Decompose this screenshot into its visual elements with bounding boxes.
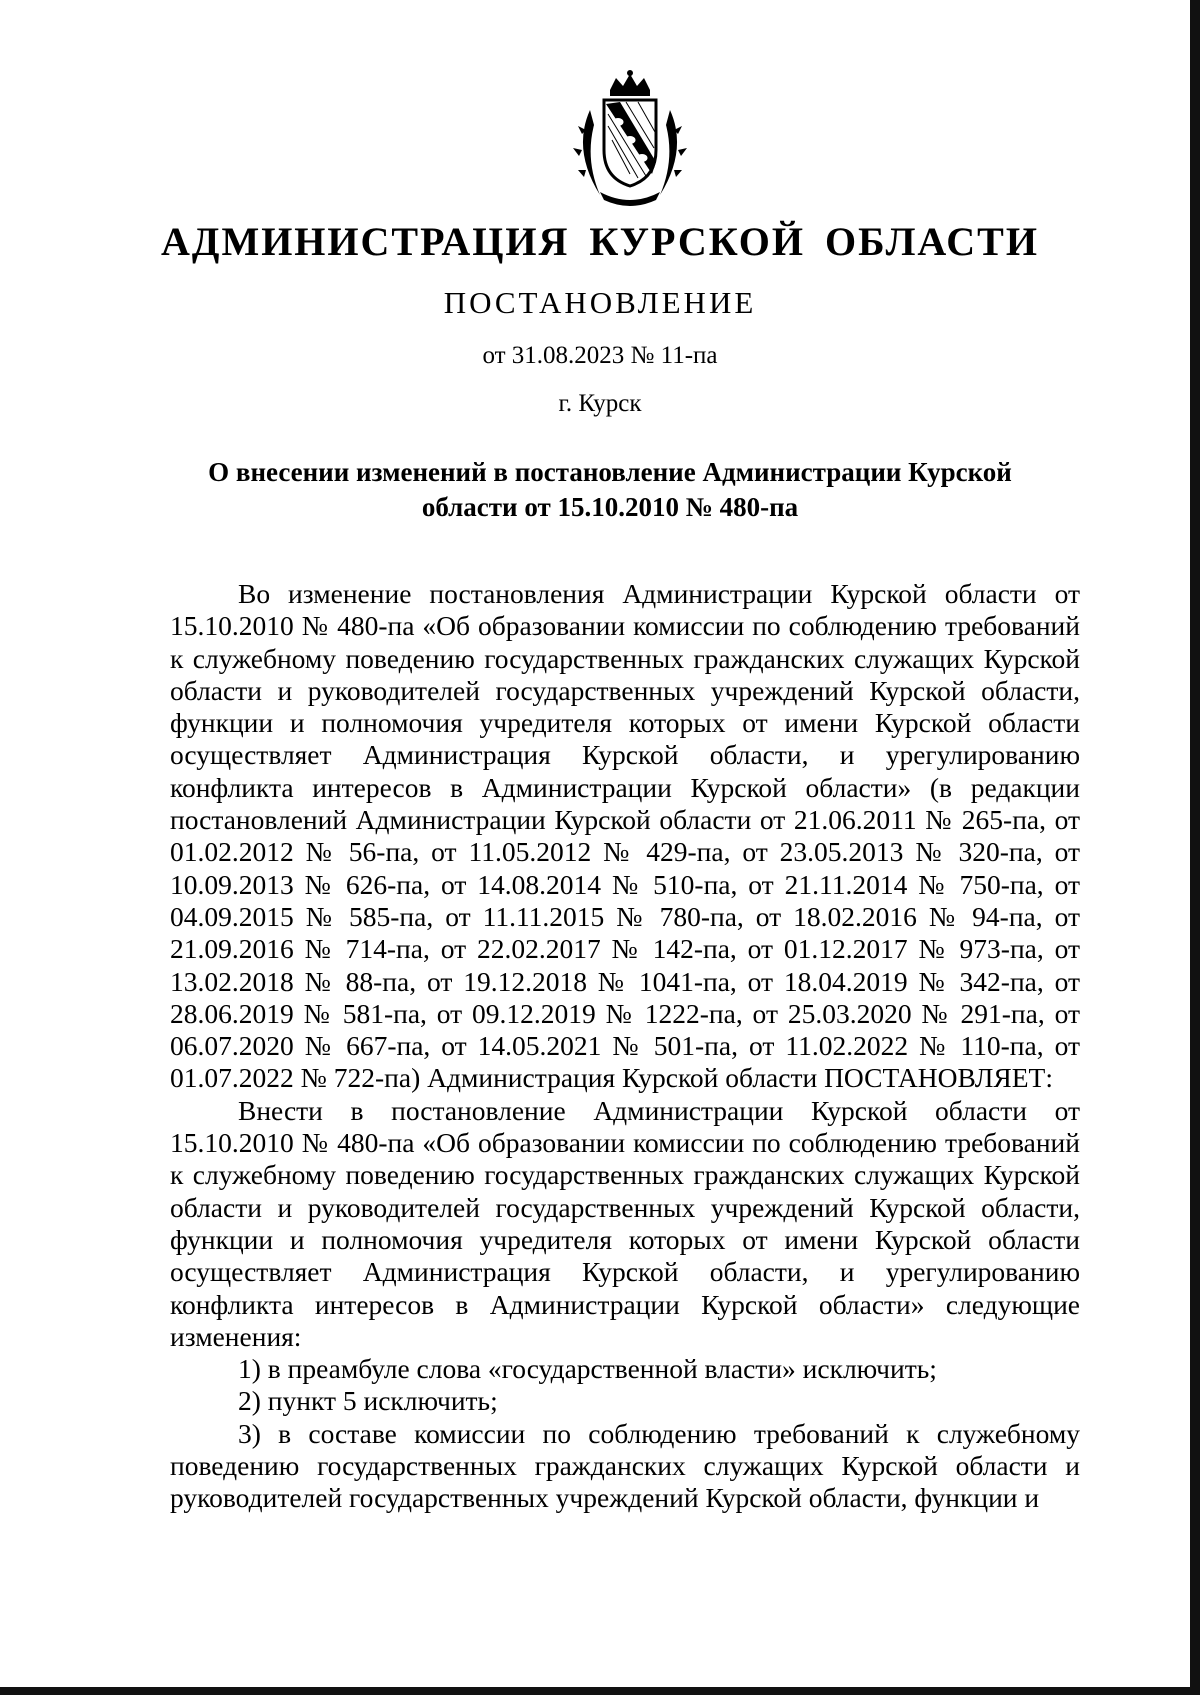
document-city: г. Курск <box>558 390 642 417</box>
body-paragraph: 2) пункт 5 исключить; <box>238 1385 498 1417</box>
scan-border-bottom <box>0 1687 1200 1695</box>
body-paragraph: Во изменение постановления Администрации Курской области от 15.10.2010 № 480-па «Об образовании комиссии по соблюдению требований к служебному поведению государственных гражданских служащих Курской области и руководителей государственных учреждений Курской области, функции и полномочия учредителя которых от имени Курской области осуществляет Администрация Курской области, и урегулированию конфликта интересов в Администрации Курской области» (в редакции постановлений Администрации Курской области от 21.06.2011 № 265-па, от 01.02.2012 № 56-па, от 11.05.2012 № 429-па, от 23.05.2013 № 320-па, от 10.09.2013 № 626-па, от 14.08.2014 № 510-па, от 21.11.2014 № 750-па, от 04.09.2015 № 585-па, от 11.11.2015 № 780-па, от 18.02.2016 № 94-па, от 21.09.2016 № 714-па, от 22.02.2017 № 142-па, от 01.12.2017 № 973-па, от 13.02.2018 № 88-па, от 19.12.2018 № 1041-па, от 18.04.2019 № 342-па, от 28.06.2019 № 581-па, от 09.12.2019 № 1222-па, от 25.03.2020 № 291-па, от 06.07.2020 № 667-па, от 14.05.2021 № 501-па, от 11.02.2022 № 110-па, от 01.07.2022 № 722-па) Администрация Курской области ПОСТАНОВЛЯЕТ: <box>170 578 1080 1094</box>
document-body <box>170 578 1080 1515</box>
document-date-number: от 31.08.2023 № 11-па <box>482 342 718 369</box>
document-title-line: О внесении изменений в постановление Администрации Курской <box>208 457 1012 487</box>
document-title-line: области от 15.10.2010 № 480-па <box>421 492 799 522</box>
body-paragraph: Внести в постановление Администрации Курской области от 15.10.2010 № 480-па «Об образовании комиссии по соблюдению требований к служебному поведению государственных гражданских служащих Курской области и руководителей государственных учреждений Курской области, функции и полномочия учредителя которых от имени Курской области осуществляет Администрация Курской области, и урегулированию конфликта интересов в Администрации Курской области» следующие изменения: <box>170 1094 1080 1352</box>
kursk-coat-of-arms-icon <box>560 70 700 210</box>
document-type: ПОСТАНОВЛЕНИЕ <box>443 285 757 320</box>
document-title <box>160 455 1060 525</box>
body-paragraph: 1) в преамбуле слова «государственной власти» исключить; <box>238 1353 937 1385</box>
body-paragraph: 3) в составе комиссии по соблюдению требований к служебному поведению государственных гражданских служащих Курской области и руководителей государственных учреждений Курской области, функции и <box>170 1417 1080 1514</box>
organization-name: АДМИНИСТРАЦИЯ КУРСКОЙ ОБЛАСТИ <box>161 219 1039 264</box>
